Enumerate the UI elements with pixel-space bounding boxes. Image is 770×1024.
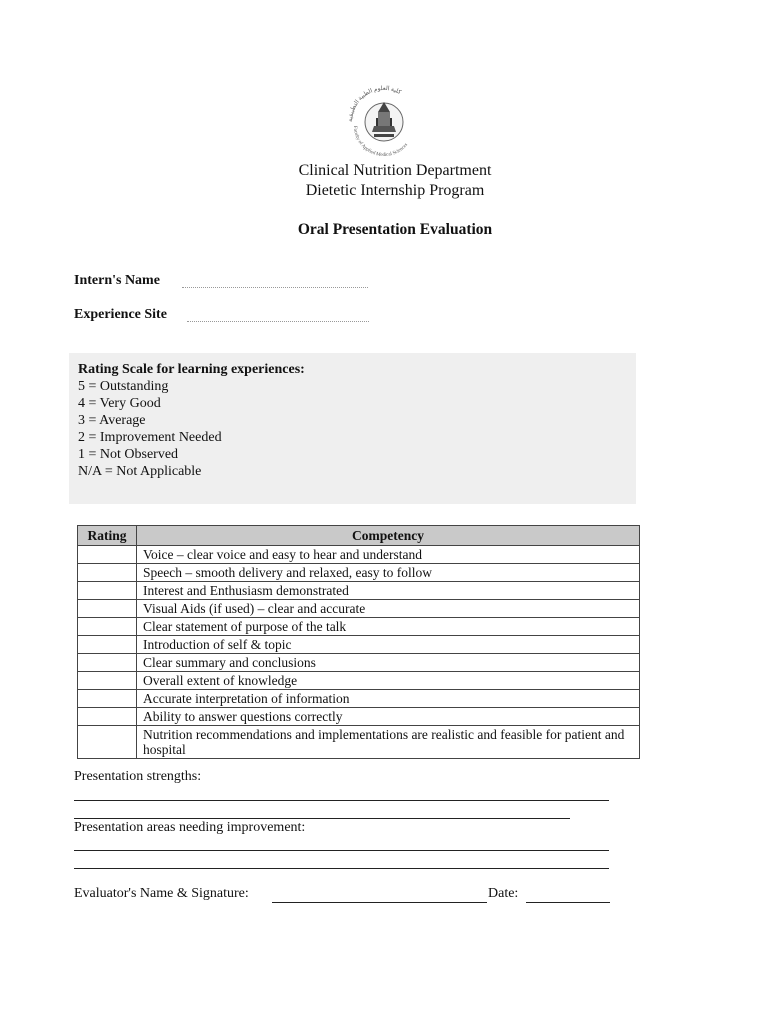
rating-scale-box	[69, 353, 636, 504]
rating-column-header: Rating	[78, 526, 137, 546]
competency-cell: Accurate interpretation of information	[137, 690, 640, 708]
program-name: Dietetic Internship Program	[305, 182, 485, 199]
table-row	[78, 636, 640, 654]
rating-cell[interactable]	[78, 708, 137, 726]
competency-cell: Voice – clear voice and easy to hear and understand	[137, 546, 640, 564]
improvement-line[interactable]	[74, 868, 609, 869]
faculty-seal-logo	[338, 78, 430, 158]
competency-column-header: Competency	[137, 526, 640, 546]
rating-cell[interactable]	[78, 600, 137, 618]
table-row	[78, 726, 640, 759]
competency-cell: Overall extent of knowledge	[137, 672, 640, 690]
competency-cell: Clear summary and conclusions	[137, 654, 640, 672]
rating-scale-item: 4 = Very Good	[78, 396, 161, 411]
rating-scale-item: 3 = Average	[78, 413, 146, 428]
rating-cell[interactable]	[78, 582, 137, 600]
rating-cell[interactable]	[78, 654, 137, 672]
date-label: Date:	[488, 886, 519, 901]
competency-cell: Clear statement of purpose of the talk	[137, 618, 640, 636]
table-row	[78, 708, 640, 726]
rating-cell[interactable]	[78, 726, 137, 759]
experience-site-field[interactable]	[187, 320, 369, 322]
competency-cell: Introduction of self & topic	[137, 636, 640, 654]
rating-cell[interactable]	[78, 618, 137, 636]
table-row	[78, 618, 640, 636]
rating-scale-heading: Rating Scale for learning experiences:	[78, 362, 305, 377]
evaluator-signature-label: Evaluator's Name & Signature:	[74, 886, 249, 901]
competency-cell: Ability to answer questions correctly	[137, 708, 640, 726]
strengths-label: Presentation strengths:	[74, 769, 202, 784]
table-row	[78, 654, 640, 672]
rating-cell[interactable]	[78, 672, 137, 690]
strengths-line[interactable]	[74, 818, 570, 819]
rating-scale-item: 2 = Improvement Needed	[78, 430, 222, 445]
experience-site-label: Experience Site	[74, 307, 167, 322]
rating-cell[interactable]	[78, 546, 137, 564]
competency-cell: Speech – smooth delivery and relaxed, easy to follow	[137, 564, 640, 582]
page-title: Oral Presentation Evaluation	[297, 221, 493, 238]
table-row	[78, 564, 640, 582]
rating-scale-item: 1 = Not Observed	[78, 447, 179, 462]
table-header-row	[78, 526, 640, 546]
competency-table	[77, 525, 640, 759]
rating-scale-item: 5 = Outstanding	[78, 379, 169, 394]
rating-cell[interactable]	[78, 564, 137, 582]
svg-text:كلية العلوم الطبية التطبيقية: كلية العلوم الطبية التطبيقية	[347, 85, 402, 123]
intern-name-field[interactable]	[182, 286, 368, 288]
rating-scale-item: N/A = Not Applicable	[78, 464, 202, 479]
table-row	[78, 546, 640, 564]
seal-text: Faculty of Applied Medical Sciences	[351, 125, 410, 158]
evaluator-signature-line[interactable]	[272, 902, 487, 903]
faculty-seal-icon	[338, 78, 430, 158]
table-row	[78, 690, 640, 708]
table-row	[78, 600, 640, 618]
competency-cell: Interest and Enthusiasm demonstrated	[137, 582, 640, 600]
strengths-line[interactable]	[74, 800, 609, 801]
table-row	[78, 582, 640, 600]
competency-cell: Visual Aids (if used) – clear and accurate	[137, 600, 640, 618]
rating-cell[interactable]	[78, 690, 137, 708]
department-name: Clinical Nutrition Department	[298, 162, 492, 179]
improvement-label: Presentation areas needing improvement:	[74, 820, 306, 835]
competency-cell: Nutrition recommendations and implementations are realistic and feasible for patient and hospital	[137, 726, 640, 759]
improvement-line[interactable]	[74, 850, 609, 851]
rating-cell[interactable]	[78, 636, 137, 654]
table-row	[78, 672, 640, 690]
date-line[interactable]	[526, 902, 610, 903]
intern-name-label: Intern's Name	[74, 273, 160, 288]
